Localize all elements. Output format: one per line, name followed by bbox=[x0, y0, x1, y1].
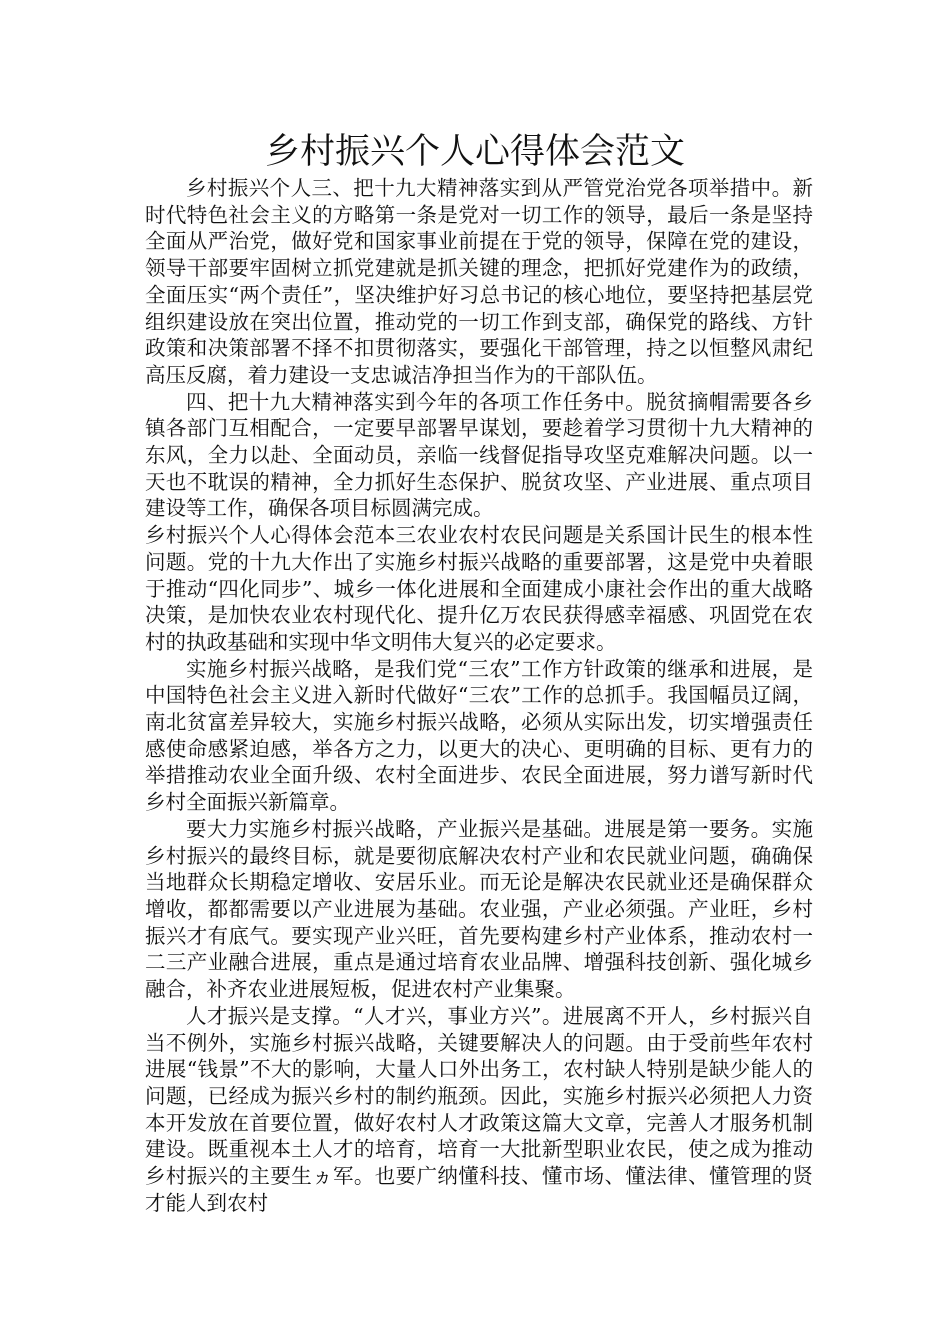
body-paragraph-5: 要大力实施乡村振兴战略，产业振兴是基础。进展是第一要务。实施乡村振兴的最终目标，就是要彻底解决农村产业和农民就业问题，确确保当地群众长期稳定增收、安居乐业。而无论是解决农民就业还是确保群众增收，都都需要以产业进展为基础。农业强，产业必须强。产业旺，乡村振兴才有底气。要实现产业兴旺，首先要构建乡村产业体系，推动农村一二三产业融合进展，重点是通过培育农业品牌、增强科技创新、强化城乡融合，补齐农业进展短板，促进农村产业集聚。 bbox=[145, 816, 813, 1002]
body-paragraph-4: 实施乡村振兴战略，是我们党“三农”工作方针政策的继承和进展，是中国特色社会主义进入新时代做好“三农”工作的总抓手。我国幅员辽阔，南北贫富差异较大，实施乡村振兴战略，必须从实际出发，切实增强责任感使命感紧迫感，举各方之力，以更大的决心、更明确的目标、更有力的举措推动农业全面升级、农村全面进步、农民全面进展，努力谱写新时代乡村全面振兴新篇章。 bbox=[145, 656, 813, 815]
body-paragraph-6: 人才振兴是支撑。“人才兴，事业方兴”。进展离不开人，乡村振兴自当不例外，实施乡村振兴战略，关键要解决人的问题。由于受前些年农村进展“钱景”不大的影响，大量人口外出务工，农村缺人特别是缺少能人的问题，已经成为振兴乡村的制约瓶颈。因此，实施乡村振兴必须把人力资本开发放在首要位置，做好农村人才政策这篇大文章，完善人才服务机制建设。既重视本土人才的培育，培育一大批新型职业农民，使之成为推动乡村振兴的主要生ヵ军。也要广纳懂科技、懂市场、懂法律、懂管理的贤才能人到农村 bbox=[145, 1003, 813, 1215]
body-paragraph-1: 乡村振兴个人三、把十九大精神落实到从严管党治党各项举措中。新时代特色社会主义的方略第一条是党对一切工作的领导，最后一条是坚持全面从严治党，做好党和国家事业前提在于党的领导，保障在党的建设，领导干部要牢固树立抓党建就是抓关键的理念，把抓好党建作为的政绩，全面压实“两个责任”，坚决维护好习总书记的核心地位，要坚持把基层党组织建设放在突出位置，推动党的一切工作到支部，确保党的路线、方针政策和决策部署不择不扣贯彻落实，要强化干部管理，持之以恒整风肃纪高压反腐，着力建设一支忠诚洁净担当作为的干部队伍。 bbox=[145, 176, 813, 387]
document-body bbox=[145, 175, 813, 1216]
body-paragraph-2: 四、把十九大精神落实到今年的各项工作任务中。脱贫摘帽需要各乡镇各部门互相配合，一定要早部署早谋划，要趁着学习贯彻十九大精神的东风，全力以赴、全面动员，亲临一线督促指导攻坚克难解决问题。以一天也不耽误的精神，全力抓好生态保护、脱贫攻坚、产业进展、重点项目建设等工作，确保各项目标圆满完成。 bbox=[145, 389, 813, 521]
body-paragraph-3: 乡村振兴个人心得体会范本三农业农村农民问题是关系国计民生的根本性问题。党的十九大作出了实施乡村振兴战略的重要部署，这是党中央着眼于推动“四化同步”、城乡一体化进展和全面建成小康社会作出的重大战略决策，是加快农业农村现代化、提升亿万农民获得感幸福感、巩固党在农村的执政基础和实现中华文明伟大复兴的必定要求。 bbox=[145, 523, 813, 654]
document-title: 乡村振兴个人心得体会范文 bbox=[264, 132, 685, 172]
